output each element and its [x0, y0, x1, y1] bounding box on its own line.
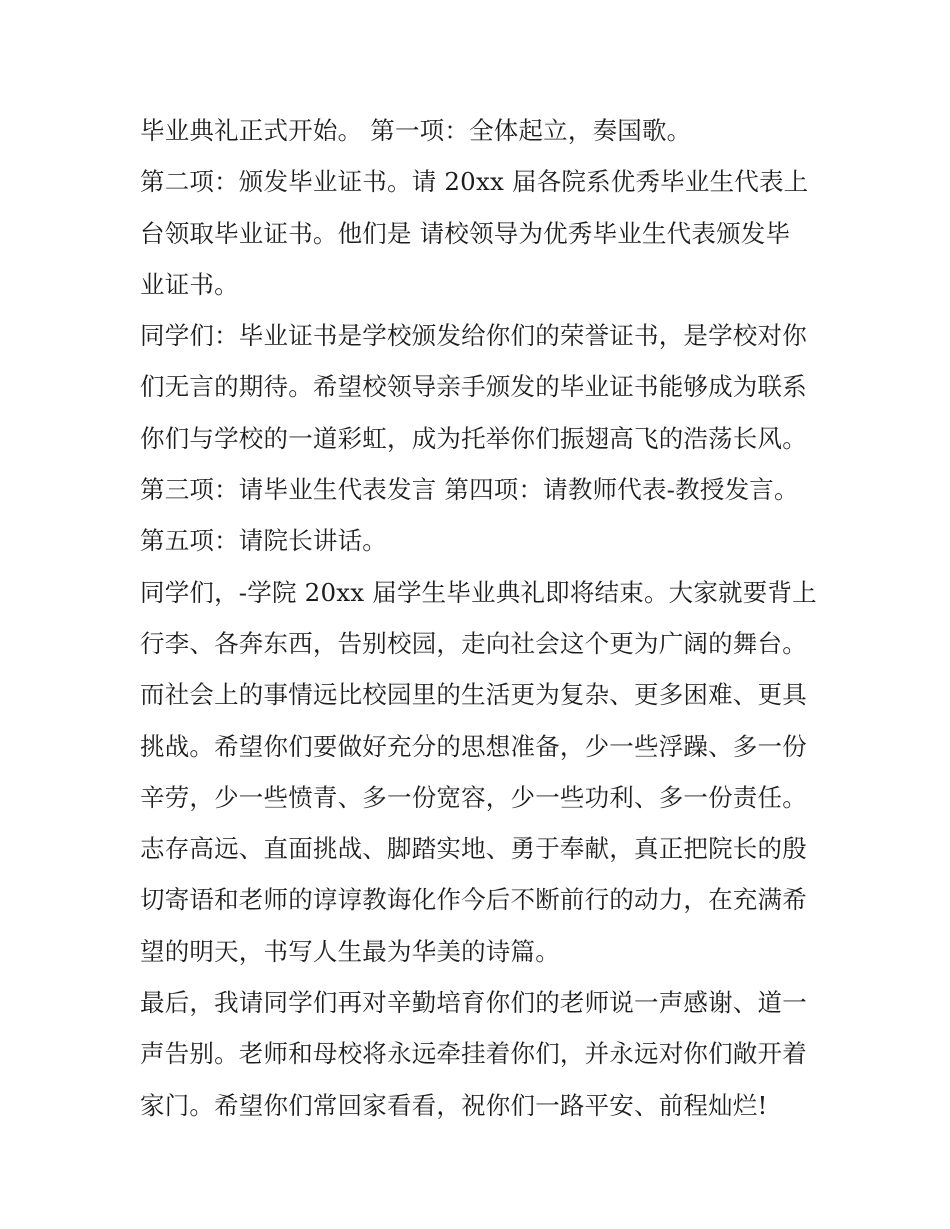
text-line: 同学们：毕业证书是学校颁发给你们的荣誉证书，是学校对你: [140, 321, 807, 351]
text-line: 挑战。希望你们要做好充分的思想准备，少一些浮躁、多一份: [140, 731, 807, 761]
text-line: 们无言的期待。希望校领导亲手颁发的毕业证书能够成为联系: [140, 372, 807, 402]
text-line: 最后，我请同学们再对辛勤培育你们的老师说一声感谢、道一: [140, 988, 807, 1018]
text-line: 第二项：颁发毕业证书。请 20xx 届各院系优秀毕业生代表上: [140, 167, 809, 197]
text-line: 辛劳，少一些愤青、多一份宽容，少一些功利、多一份责任。: [140, 782, 807, 812]
paragraph-items-three-four: [140, 464, 820, 515]
paragraph-item-five: [140, 515, 820, 566]
text-line: 行李、各奔东西，告别校园，走向社会这个更为广阔的舞台。: [140, 628, 807, 658]
text-line: 而社会上的事情远比校园里的生活更为复杂、更多困难、更具: [140, 680, 807, 710]
text-line: 毕业典礼正式开始。 第一项：全体起立，奏国歌。: [140, 116, 692, 145]
text-line: 业证书。: [140, 269, 239, 299]
paragraph-certificate-meaning: [140, 310, 820, 464]
paragraph-item-two: [140, 156, 820, 310]
text-line: 第五项：请院长讲话。: [140, 526, 387, 556]
document-body: [140, 105, 820, 1131]
text-line: 切寄语和老师的谆谆教诲化作今后不断前行的动力，在充满希: [140, 885, 807, 915]
text-line: 台领取毕业证书。他们是 请校领导为优秀毕业生代表颁发毕: [140, 218, 791, 248]
text-line: 你们与学校的一道彩虹，成为托举你们振翅高飞的浩荡长风。: [140, 423, 807, 453]
text-line: 志存高远、直面挑战、脚踏实地、勇于奉献，真正把院长的殷: [140, 834, 807, 864]
text-line: 同学们，-学院 20xx 届学生毕业典礼即将结束。大家就要背上: [140, 577, 817, 607]
text-line: 第三项：请毕业生代表发言 第四项：请教师代表-教授发言。: [140, 475, 799, 505]
text-line: 望的明天，书写人生最为华美的诗篇。: [140, 936, 560, 966]
text-line: 声告别。老师和母校将永远牵挂着你们，并永远对你们敞开着: [140, 1039, 807, 1069]
paragraph-closing-speech: [140, 567, 820, 977]
paragraph-ceremony-start: [140, 105, 820, 156]
paragraph-farewell: [140, 977, 820, 1131]
text-line: 家门。希望你们常回家看看，祝你们一路平安、前程灿烂!: [140, 1090, 768, 1120]
